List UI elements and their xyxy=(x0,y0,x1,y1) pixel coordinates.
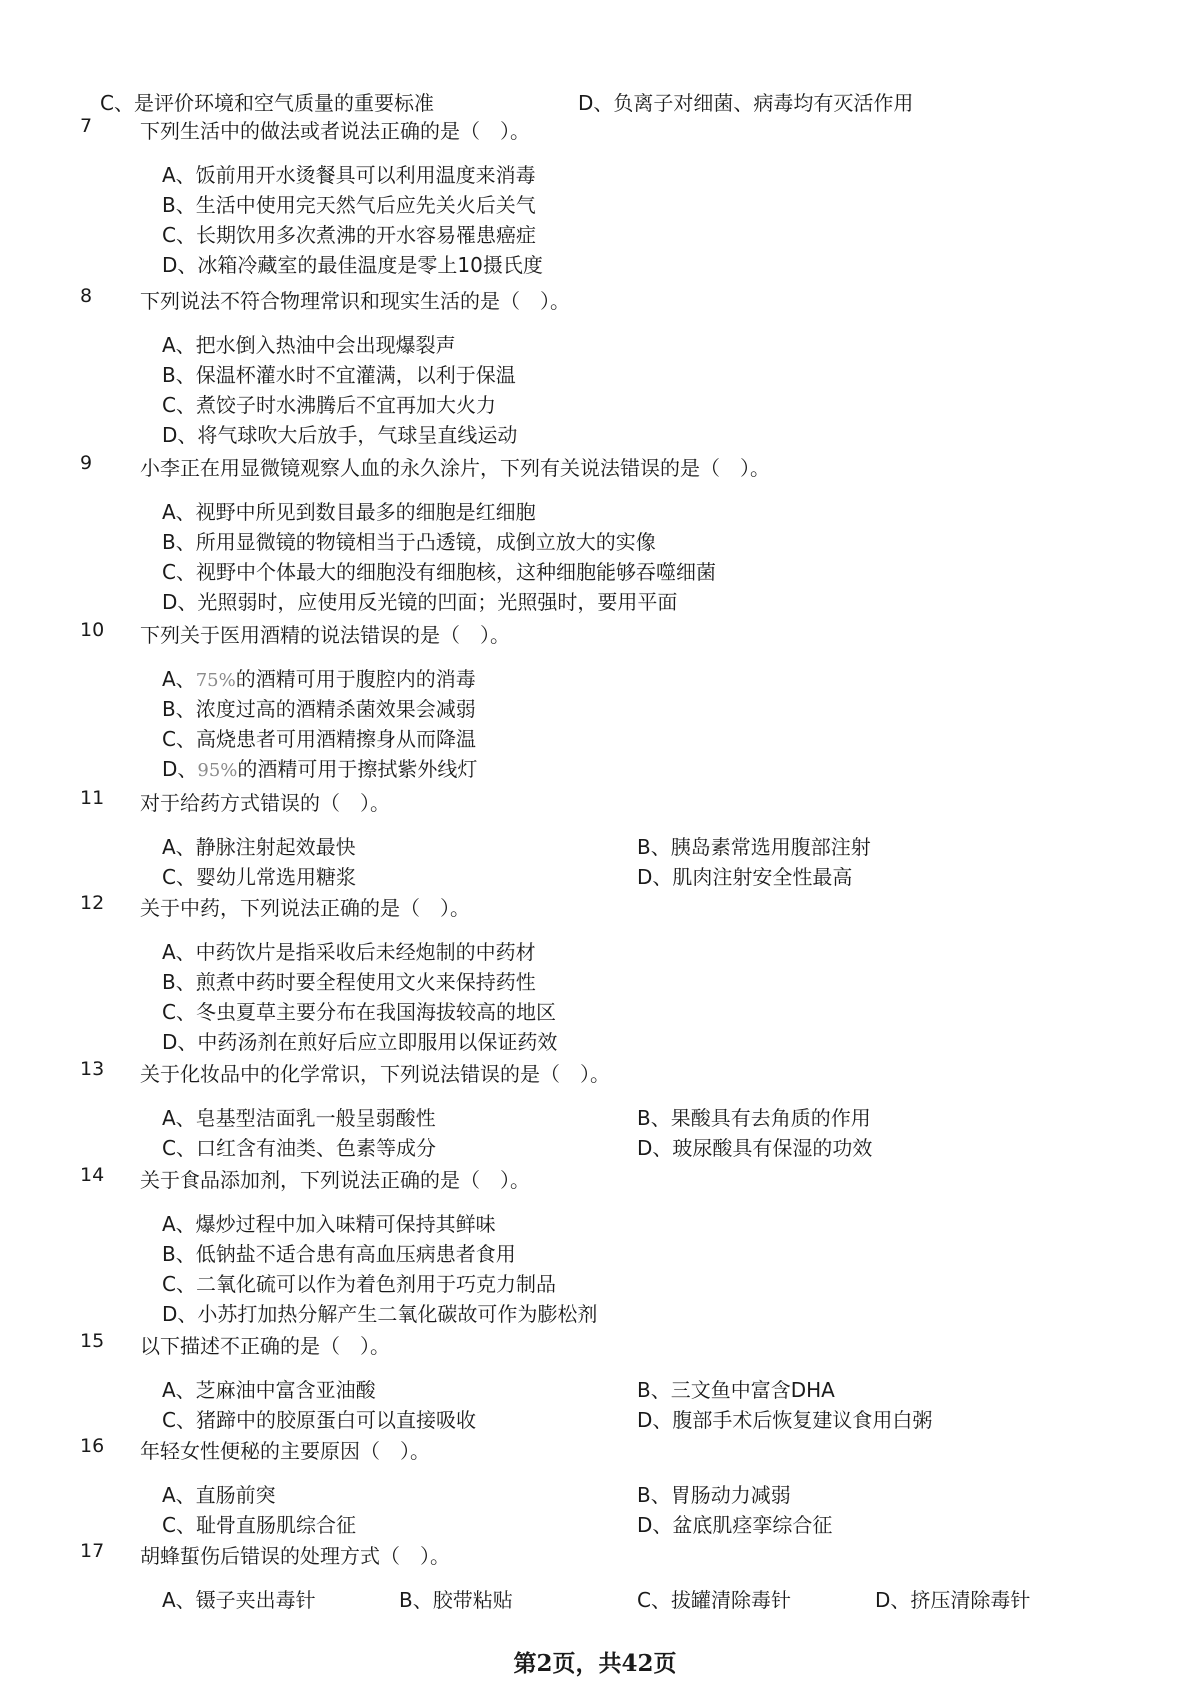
question-number: 16 xyxy=(80,1435,105,1457)
question-stem: 下列生活中的做法或者说法正确的是（ ）。 xyxy=(140,119,530,143)
question-9 xyxy=(0,452,1190,616)
question-number: 15 xyxy=(80,1330,105,1352)
option-d: D、光照弱时，应使用反光镜的凹面；光照强时，要用平面 xyxy=(162,590,678,614)
option-a: A、中药饮片是指采收后未经炮制的中药材 xyxy=(162,940,536,964)
option-a: A、静脉注射起效最快 xyxy=(162,835,356,859)
question-15 xyxy=(0,1330,1190,1434)
option-d: D、玻尿酸具有保湿的功效 xyxy=(637,1136,873,1160)
question-number: 10 xyxy=(80,619,105,641)
option-b: B、保温杯灌水时不宜灌满，以利于保温 xyxy=(162,363,516,387)
question-stem: 以下描述不正确的是（ ）。 xyxy=(140,1334,390,1358)
question-number: 13 xyxy=(80,1058,105,1080)
question-16 xyxy=(0,1435,1190,1539)
page-number-footer: 第2页，共42页 xyxy=(513,1650,677,1677)
option-a: A、直肠前突 xyxy=(162,1483,276,1507)
option-c: C、拔罐清除毒针 xyxy=(637,1588,791,1612)
option-b: B、煎煮中药时要全程使用文火来保持药性 xyxy=(162,970,536,994)
option-d: D、肌肉注射安全性最高 xyxy=(637,865,853,889)
option-b: B、所用显微镜的物镜相当于凸透镜，成倒立放大的实像 xyxy=(162,530,656,554)
percent-value: 75% xyxy=(195,670,236,691)
option-c: C、煮饺子时水沸腾后不宜再加大火力 xyxy=(162,393,496,417)
question-number: 7 xyxy=(80,115,93,137)
question-stem: 胡蜂蜇伤后错误的处理方式（ ）。 xyxy=(140,1544,450,1568)
question-10 xyxy=(0,619,1190,783)
option-b: B、生活中使用完天然气后应先关火后关气 xyxy=(162,193,536,217)
question-8 xyxy=(0,285,1190,449)
question-stem: 对于给药方式错误的（ ）。 xyxy=(140,791,390,815)
option-a: A、芝麻油中富含亚油酸 xyxy=(162,1378,376,1402)
option-c: C、猪蹄中的胶原蛋白可以直接吸收 xyxy=(162,1408,476,1432)
option-c: C、二氧化硫可以作为着色剂用于巧克力制品 xyxy=(162,1272,556,1296)
option-a: A、把水倒入热油中会出现爆裂声 xyxy=(162,333,456,357)
question-stem: 小李正在用显微镜观察人血的永久涂片，下列有关说法错误的是（ ）。 xyxy=(140,456,770,480)
option-d: D、挤压清除毒针 xyxy=(875,1588,1031,1612)
percent-value: 95% xyxy=(197,760,238,781)
question-stem: 关于化妆品中的化学常识，下列说法错误的是（ ）。 xyxy=(140,1062,610,1086)
option-c: C、婴幼儿常选用糖浆 xyxy=(162,865,356,889)
question-number: 14 xyxy=(80,1164,105,1186)
option-d: D、小苏打加热分解产生二氧化碳故可作为膨松剂 xyxy=(162,1302,598,1326)
option-d: D、95%的酒精可用于擦拭紫外线灯 xyxy=(162,757,478,781)
question-11 xyxy=(0,787,1190,891)
option-c: C、视野中个体最大的细胞没有细胞核，这种细胞能够吞噬细菌 xyxy=(162,560,716,584)
option-c: C、冬虫夏草主要分布在我国海拔较高的地区 xyxy=(162,1000,556,1024)
option-c: C、高烧患者可用酒精擦身从而降温 xyxy=(162,727,476,751)
option-b: B、果酸具有去角质的作用 xyxy=(637,1106,871,1130)
option-b: B、低钠盐不适合患有高血压病患者食用 xyxy=(162,1242,516,1266)
option-c: C、耻骨直肠肌综合征 xyxy=(162,1513,356,1537)
question-12 xyxy=(0,892,1190,1056)
question-number: 17 xyxy=(80,1540,105,1562)
question-stem: 关于食品添加剂，下列说法正确的是（ ）。 xyxy=(140,1168,530,1192)
option-a: A、饭前用开水烫餐具可以利用温度来消毒 xyxy=(162,163,536,187)
question-14 xyxy=(0,1164,1190,1328)
option-c: C、长期饮用多次煮沸的开水容易罹患癌症 xyxy=(162,223,536,247)
option-d: D、将气球吹大后放手，气球呈直线运动 xyxy=(162,423,518,447)
question-number: 12 xyxy=(80,892,105,914)
option-b: B、胶带粘贴 xyxy=(399,1588,513,1612)
question-number: 8 xyxy=(80,285,93,307)
question-7 xyxy=(0,115,1190,279)
option-d: D、盆底肌痉挛综合征 xyxy=(637,1513,833,1537)
option-a: A、镊子夹出毒针 xyxy=(162,1588,316,1612)
option-a: A、视野中所见到数目最多的细胞是红细胞 xyxy=(162,500,536,524)
question-number: 9 xyxy=(80,452,93,474)
option-d: D、负离子对细菌、病毒均有灭活作用 xyxy=(578,91,914,115)
option-b: B、胃肠动力减弱 xyxy=(637,1483,791,1507)
option-b: B、三文鱼中富含DHA xyxy=(637,1378,835,1402)
previous-question-options xyxy=(0,87,1190,117)
option-d: D、冰箱冷藏室的最佳温度是零上10摄氏度 xyxy=(162,253,543,277)
question-number: 11 xyxy=(80,787,105,809)
question-13 xyxy=(0,1058,1190,1162)
option-b: B、浓度过高的酒精杀菌效果会减弱 xyxy=(162,697,476,721)
option-d: D、腹部手术后恢复建议食用白粥 xyxy=(637,1408,933,1432)
question-stem: 年轻女性便秘的主要原因（ ）。 xyxy=(140,1439,430,1463)
option-d: D、中药汤剂在煎好后应立即服用以保证药效 xyxy=(162,1030,558,1054)
option-a: A、爆炒过程中加入味精可保持其鲜味 xyxy=(162,1212,496,1236)
option-a: A、75%的酒精可用于腹腔内的消毒 xyxy=(162,667,476,691)
option-c: C、口红含有油类、色素等成分 xyxy=(162,1136,436,1160)
question-stem: 下列关于医用酒精的说法错误的是（ ）。 xyxy=(140,623,510,647)
question-stem: 下列说法不符合物理常识和现实生活的是（ ）。 xyxy=(140,289,570,313)
question-stem: 关于中药，下列说法正确的是（ ）。 xyxy=(140,896,470,920)
option-b: B、胰岛素常选用腹部注射 xyxy=(637,835,871,859)
option-a: A、皂基型洁面乳一般呈弱酸性 xyxy=(162,1106,436,1130)
question-17 xyxy=(0,1540,1190,1614)
option-c: C、是评价环境和空气质量的重要标准 xyxy=(100,91,434,115)
